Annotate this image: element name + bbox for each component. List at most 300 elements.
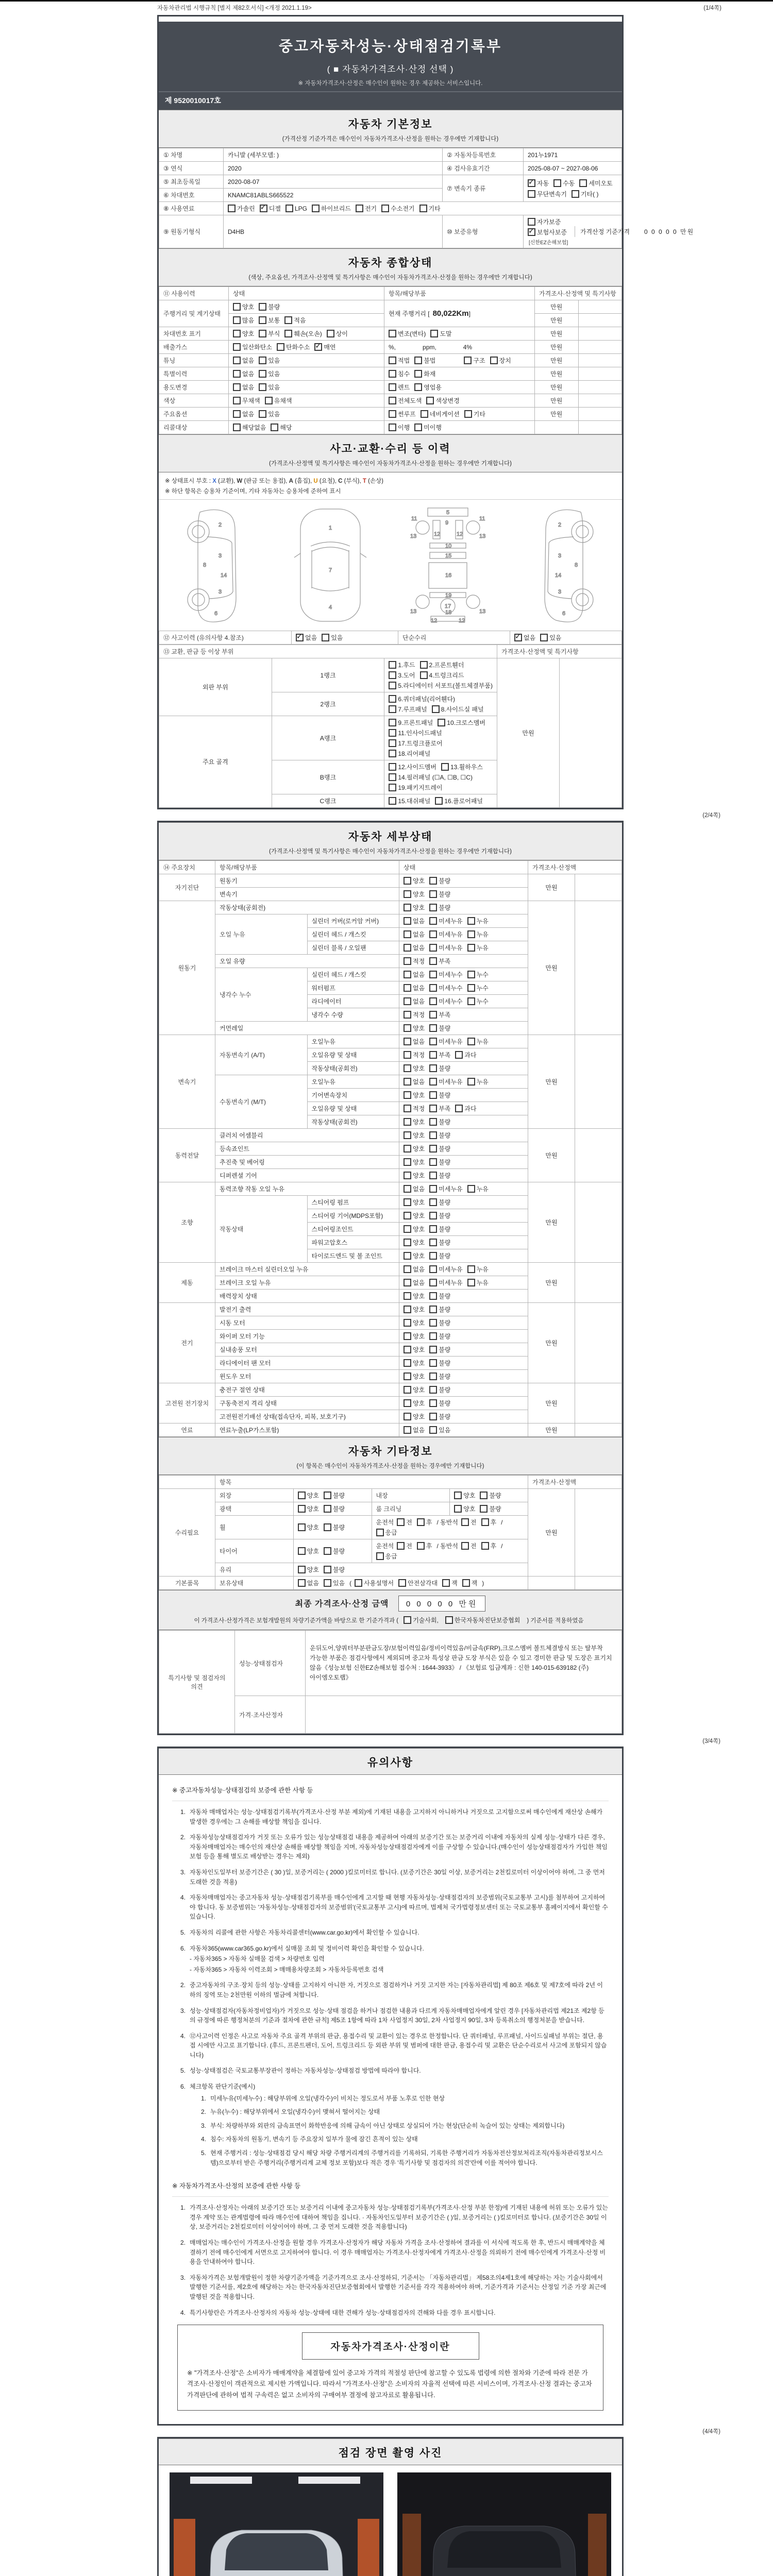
checkbox-box xyxy=(441,763,449,771)
overall-row xyxy=(159,408,622,421)
label-simple-repair: 단순수리 xyxy=(398,631,510,645)
checkbox-unchecked xyxy=(429,1412,450,1421)
checkbox-unchecked xyxy=(285,205,307,212)
notice-item-text: 자동차의 리콜에 관한 사항은 자동차리콜센터(www.car.go.kr)에서 확인할 수 있습니다. xyxy=(190,1928,419,1936)
checkbox-label: 8.사이드실 패널 xyxy=(441,706,484,713)
checkbox-box xyxy=(404,1359,411,1367)
sub-group: 작동상태 xyxy=(215,1196,308,1263)
checkbox-box xyxy=(420,671,428,679)
notice-sub-text: 침수: 자동차의 원동기, 변속기 등 주요장치 일부가 물에 잠긴 흔적이 있는 상태 xyxy=(210,2136,418,2143)
checkbox-box xyxy=(429,1239,437,1246)
notice-sub-text: 부식: 차량하부와 외판의 금속표면이 화학반응에 의해 금속이 아닌 상태로 상실되어 가는 현상(단순히 녹슬어 있는 상태는 제외합니다) xyxy=(210,2122,565,2129)
notice-sub-number: 5. xyxy=(200,2149,206,2157)
item-cell xyxy=(384,408,535,421)
checkbox-box xyxy=(233,316,241,324)
checkbox-unchecked xyxy=(429,903,450,912)
checkbox-unchecked xyxy=(389,728,442,737)
checkbox-label: 적정 xyxy=(413,1052,425,1059)
document-subtitle: ( ■ 자동차가격조사·산정 선택 ) xyxy=(327,64,454,74)
checkbox-unchecked xyxy=(404,1131,425,1140)
checkbox-box xyxy=(417,1542,425,1550)
accident-flag-table xyxy=(159,631,622,645)
detail-row xyxy=(159,1129,622,1142)
col-price: 가격조사·산정액 xyxy=(528,1476,622,1489)
options xyxy=(404,1238,524,1247)
price-cell xyxy=(528,1577,575,1590)
checkbox-label: 무단변속기 xyxy=(537,190,567,198)
remarks-cell xyxy=(575,1577,622,1590)
state-cell xyxy=(399,1062,528,1075)
svg-text:10: 10 xyxy=(445,543,452,549)
notice-sub-text: 누유(누수) : 해당부위에서 오일(냉각수)이 맺혀서 떨어지는 상태 xyxy=(210,2108,380,2116)
overall-row xyxy=(159,367,622,381)
col-blank xyxy=(159,1476,215,1489)
checkbox-unchecked xyxy=(404,1278,425,1287)
legend-mark: A xyxy=(289,478,293,484)
state-cell xyxy=(399,1236,528,1249)
detail-state-table xyxy=(159,860,622,1437)
notice-item-number: 5. xyxy=(180,1928,186,1936)
checkbox-label: 매연 xyxy=(324,344,336,351)
checkbox-unchecked xyxy=(381,204,414,213)
checkbox-label: 적정 xyxy=(413,1105,425,1112)
checkbox-unchecked xyxy=(429,1265,462,1274)
checkbox-unchecked xyxy=(467,1278,489,1287)
checkbox-box xyxy=(467,984,475,992)
text: / 동반석 xyxy=(436,1543,458,1550)
detail-row xyxy=(159,1263,622,1276)
rank-items xyxy=(384,794,497,808)
part-item: 디퍼렌셜 기어 xyxy=(215,1169,399,1182)
checkbox-label: 양호 xyxy=(307,1505,319,1513)
checkbox-unchecked xyxy=(464,410,485,418)
checkbox-box xyxy=(429,957,437,965)
checkbox-unchecked xyxy=(389,423,410,432)
options xyxy=(233,302,380,311)
checkbox-box xyxy=(389,423,396,431)
checkbox-unchecked xyxy=(404,943,425,952)
checkbox-label: 10.크로스멤버 xyxy=(447,719,485,726)
checkbox-box xyxy=(404,1158,411,1166)
checkbox-unchecked xyxy=(429,984,462,992)
checkbox-unchecked xyxy=(324,1565,345,1574)
checkbox-unchecked xyxy=(467,1077,489,1086)
checkbox-box xyxy=(528,218,535,226)
state-cell xyxy=(399,1048,528,1062)
remarks-row xyxy=(159,1631,622,1696)
checkbox-unchecked xyxy=(429,1238,450,1247)
checkbox-label: 가솔린 xyxy=(237,205,255,212)
checkbox-unchecked xyxy=(404,903,425,912)
part-item: 스티어링 기어(MDPS포함) xyxy=(307,1209,399,1223)
part-item: 오일유량 및 상태 xyxy=(307,1048,399,1062)
checkbox-label: 불량 xyxy=(332,1566,345,1573)
state-cell xyxy=(399,1169,528,1182)
options xyxy=(298,1491,367,1500)
checkbox-label: 불량 xyxy=(439,891,451,898)
options xyxy=(233,343,380,351)
notice-item-text: 매매업자는 매수인이 가격조사·산정을 원할 경우 가격조사·산정자가 해당 자동차 가격을 조사·산정하여 결과를 이 서식에 적도록 한 후, 반드시 매매계약을 체결하기 전에 매수인에게 서면으로 고지하여야 합니다. 이 경우 매매업자는 가격조사·산정자에게 가격조사·산정을 의뢰하기 전에 매수인에게 가격조사·산정 비용을 안내하여야 합니다. xyxy=(190,2239,606,2266)
checkbox-box xyxy=(389,739,396,747)
options xyxy=(389,369,530,378)
checkbox-unchecked xyxy=(259,302,280,311)
checkbox-box xyxy=(467,930,475,938)
notice-item-text: 체크항목 판단기준(예시) 1. 미세누유(미세누수) : 해당부위에 오일(냉각수)이 비치는 정도로서 부품 노후로 인한 현상 2. 누유(누수) : 해당부위에서 오일(냉각수)이 맺혀서 떨어지는 상태 3. 부식: 차량하부와 외판의 금속표면이 화학반응에 의해 금속이 아닌 상태로 상실되어 가는 현상(단순히 녹슬어 있는 상태는 제외합니다) 4. 침수: 자동차의 원동기, 변속기 등 주요장치 일부가 물에 잠긴 흔적이 있는 상태 5. 현재 주행거리 : 성능·상태점검 당시 해당 차량 주행거리계의 주행거리를 기록하되, 기록한 주행거리가 자동차전산정보처리조직(자동차관리정보시스템)으로부터 받은 주행거리(주행거리계 교체 정보 포함)보다 적은 경우 '특기사항 및 점검자의 의견'란에 이를 적어야 합니다. xyxy=(190,2082,609,2172)
checkbox-box xyxy=(462,1579,470,1587)
etc-options xyxy=(293,1502,372,1516)
checkbox-label: 미세누수 xyxy=(439,998,463,1005)
checkbox-box xyxy=(404,1198,411,1206)
checkbox-box xyxy=(397,1518,405,1526)
price-cell: 만원 xyxy=(497,658,560,808)
checkbox-unchecked xyxy=(420,671,464,680)
col-main-device: ⑭ 주요장치 xyxy=(159,861,215,874)
checkbox-unchecked xyxy=(233,410,254,418)
etc-group: 수리필요 xyxy=(159,1489,215,1577)
state-cell xyxy=(399,928,528,941)
notice-sub-item xyxy=(193,2134,609,2144)
checkbox-unchecked xyxy=(389,369,410,378)
checkbox-label: 일산화탄소 xyxy=(242,344,272,351)
checkbox-unchecked xyxy=(429,1198,450,1207)
checkbox-box xyxy=(414,357,422,364)
rank-group: 외판 부위 xyxy=(159,658,272,716)
checkbox-box xyxy=(233,303,241,311)
checkbox-label: 기타 xyxy=(473,411,485,418)
checkbox-label: 없음 xyxy=(413,1427,425,1434)
checkbox-unchecked xyxy=(490,356,511,365)
notice-list-a xyxy=(172,1801,609,1974)
section-etc-info xyxy=(159,1437,622,1475)
svg-text:1: 1 xyxy=(328,525,332,531)
col-item-part: 항목/해당부품 xyxy=(384,287,535,300)
checkbox-box xyxy=(445,1616,453,1624)
checkbox-box xyxy=(429,904,437,911)
checkbox-box xyxy=(540,634,548,641)
label-accident-history: ⑫ 사고이력 (유의사항 4.참조) xyxy=(159,631,292,645)
checkbox-box xyxy=(429,1372,437,1380)
checkbox-unchecked xyxy=(404,890,425,899)
checkbox-box xyxy=(528,228,535,236)
checkbox-unchecked xyxy=(259,316,280,325)
checkbox-unchecked xyxy=(429,1211,450,1220)
options xyxy=(404,1184,524,1193)
checkbox-unchecked xyxy=(298,1579,319,1587)
checkbox-label: 있음 xyxy=(268,370,280,378)
notice-header-1: ※ 중고자동차성능·상태점검의 보증에 관한 사항 등 xyxy=(172,1787,313,1794)
checkbox-label: 양호 xyxy=(307,1492,319,1499)
checkbox-box xyxy=(414,370,422,378)
options xyxy=(404,997,524,1006)
options xyxy=(404,1385,524,1394)
notice-sub-number: 3. xyxy=(200,2122,206,2129)
part-item: 실린더 헤드 / 개스킷 xyxy=(307,968,399,981)
checkbox-label: 누유 xyxy=(476,1279,489,1286)
checkbox-label: 누유 xyxy=(476,944,489,952)
checkbox-unchecked xyxy=(429,1372,450,1381)
checkbox-label: 양호 xyxy=(413,1132,425,1139)
value-inspection-period: 2025-08-07 ~ 2027-08-06 xyxy=(524,162,622,175)
part-item: 발전기 출력 xyxy=(215,1303,399,1316)
price-cell: 만원 xyxy=(535,408,579,421)
options xyxy=(389,796,493,805)
checkbox-box xyxy=(480,1505,488,1513)
checkbox-unchecked xyxy=(404,1345,425,1354)
notice-sub-item xyxy=(193,2121,609,2131)
price-cell: 만원 xyxy=(535,300,579,314)
checkbox-box xyxy=(404,1372,411,1380)
checkbox-box xyxy=(429,1212,437,1219)
checkbox-label: 침수 xyxy=(398,370,410,378)
checkbox-label: 양호 xyxy=(413,1413,425,1420)
rank-group: 주요 골격 xyxy=(159,716,272,808)
checkbox-unchecked xyxy=(233,329,254,338)
options xyxy=(404,890,524,899)
section-accident-history xyxy=(159,434,622,472)
checkbox-unchecked xyxy=(429,970,462,979)
document-subtitle-note: ※ 자동차가격조사·산정은 매수인이 원하는 경우 제공하는 서비스입니다. xyxy=(298,80,483,87)
options xyxy=(389,410,530,418)
checkbox-unchecked xyxy=(284,329,322,338)
checkbox-box xyxy=(233,343,241,351)
checkbox-box xyxy=(480,1492,488,1499)
section-detail-state xyxy=(159,822,622,860)
checkbox-box xyxy=(429,1426,437,1434)
notice-bullet: - 자동차365 > 자동차 실매물 검색 > 차량번호 입력 xyxy=(190,1955,325,1963)
checkbox-box xyxy=(259,330,266,337)
checkbox-label: 18.리어패널 xyxy=(398,750,431,757)
col-price-remarks: 가격조사·산정액 및 특기사항 xyxy=(497,645,622,658)
inspection-photo-rear xyxy=(397,2472,611,2576)
remarks-cell xyxy=(575,1182,622,1263)
checkbox-box xyxy=(259,370,266,378)
checkbox-unchecked xyxy=(389,773,473,782)
options xyxy=(404,943,524,952)
state-cell xyxy=(399,888,528,901)
checkbox-box xyxy=(389,682,396,689)
checkbox-unchecked xyxy=(414,383,442,392)
checkbox-box xyxy=(429,984,437,992)
checkbox-label: 17.트렁크플로어 xyxy=(398,740,443,747)
checkbox-label: 양호 xyxy=(413,1360,425,1367)
etc-free-options xyxy=(372,1516,528,1539)
sub-group: 냉각수 누수 xyxy=(215,968,308,1022)
part-item: 냉각수 수량 xyxy=(307,1008,399,1022)
checkbox-box xyxy=(467,1038,475,1045)
section-photos xyxy=(159,2438,622,2465)
overall-row xyxy=(159,327,622,341)
checkbox-unchecked xyxy=(233,343,272,351)
checkbox-label: 없음 xyxy=(413,1279,425,1286)
checkbox-label: 없음 xyxy=(242,384,255,391)
checkbox-unchecked xyxy=(429,1359,450,1367)
part-item: 실내송풍 모터 xyxy=(215,1343,399,1357)
checkbox-checked xyxy=(528,228,567,236)
section-title: 점검 장면 촬영 사진 xyxy=(338,2447,443,2459)
checkbox-unchecked xyxy=(389,762,436,771)
checkbox-box xyxy=(454,1505,462,1513)
checkbox-box xyxy=(324,1492,331,1499)
checkbox-label: 이행 xyxy=(398,424,410,431)
section-overall-state xyxy=(159,248,622,286)
options xyxy=(298,1579,524,1587)
checkbox-label: 미세누유 xyxy=(439,1038,463,1045)
checkbox-box xyxy=(271,423,278,431)
checkbox-label: 렌트 xyxy=(398,384,410,391)
text: ) xyxy=(482,1579,484,1587)
label-model-year: ③ 연식 xyxy=(159,162,224,175)
checkbox-unchecked xyxy=(467,917,489,925)
checkbox-unchecked xyxy=(389,749,430,758)
legend-mark: (판금 또는 용접), xyxy=(242,478,289,484)
remarks-cell xyxy=(575,1035,622,1129)
options xyxy=(404,1211,524,1220)
form-reference: 자동차관리법 시행규칙 [별지 제82호서식] <개정 2021.1.19> xyxy=(157,5,312,11)
notice-item xyxy=(172,2031,609,2060)
checkbox-unchecked xyxy=(389,396,422,405)
definition-box-text: ※ "가격조사·산정"은 소비자가 매매계약을 체결함에 있어 중고차 가격의 적절성 판단에 참고할 수 있도록 법령에 의한 절차와 기준에 따라 전문 가격조사·산정인이 객관적으로 제시한 가액입니다. 따라서 "가격조사·산정"은 소비자의 자율적 선택에 따른 서비스이며, 가격조사·산정 결과는 중고차 가격판단에 관하여 법적 구속력은 없고 소비자의 구매여부 결정에 참고자료로 활용됩니다. xyxy=(187,2369,592,2399)
item-cell xyxy=(384,341,535,354)
checkbox-unchecked xyxy=(389,681,493,690)
final-price-note xyxy=(162,1616,619,1624)
notice-item-text: 자동차365(www.car365.go.kr)에서 실매물 조회 및 정비이력 확인을 확인할 수 있습니다. - 자동차365 > 자동차 실매물 검색 > 차량번호 입력 - 자동차365 > 자동차 이력조회 > 매매용차량조회 > 자동차등록번호 검색 xyxy=(190,1944,609,1975)
options xyxy=(454,1504,524,1513)
checkbox-label: 적법 xyxy=(398,357,410,364)
checkbox-unchecked xyxy=(426,396,459,405)
checkbox-box xyxy=(284,330,292,337)
checkbox-box xyxy=(314,343,322,351)
part-item: 브레이크 마스터 실린더오일 누유 xyxy=(215,1263,399,1276)
legend-mark: C xyxy=(338,478,343,484)
notice-item-number: 6. xyxy=(180,1944,186,1952)
checkbox-label: 없음 xyxy=(242,370,255,378)
checkbox-box xyxy=(404,1239,411,1246)
checkbox-box xyxy=(429,1064,437,1072)
checkbox-label: 네비게이션 xyxy=(429,411,460,418)
value-model-year: 2020 xyxy=(224,162,443,175)
notice-sub-item xyxy=(193,2107,609,2117)
state-cell xyxy=(399,968,528,981)
checkbox-label: 누수 xyxy=(476,985,489,992)
checkbox-unchecked xyxy=(376,1552,397,1561)
device-group: 제동 xyxy=(159,1263,215,1303)
checkbox-unchecked xyxy=(389,783,442,792)
checkbox-box xyxy=(429,930,437,938)
overall-row xyxy=(159,381,622,394)
checkbox-box xyxy=(404,877,411,885)
state-cell xyxy=(399,874,528,888)
checkbox-label: 기술사회, xyxy=(413,1617,439,1624)
device-group: 원동기 xyxy=(159,901,215,1035)
checkbox-label: 없음 xyxy=(413,1038,425,1045)
checkbox-label: 미세누유 xyxy=(439,1185,463,1193)
state-cell xyxy=(399,1209,528,1223)
notice-list-b xyxy=(172,1980,609,2172)
document-title: 중고자동차성능·상태점검기록부 xyxy=(279,38,502,54)
checkbox-label: 후 xyxy=(490,1519,497,1526)
checkbox-unchecked xyxy=(404,1171,425,1180)
label-inspection-period: ④ 검사유효기간 xyxy=(443,162,524,175)
item-cell xyxy=(384,381,535,394)
checkbox-unchecked xyxy=(389,410,416,418)
price-cell: 만원 xyxy=(528,1423,575,1437)
page-mark-1: (1/4쪽) xyxy=(703,5,721,11)
price-cell: 만원 xyxy=(535,354,579,367)
notice-item-text: 자동차인도일부터 보증기간은 ( 30 )일, 보증거리는 ( 2000 )킬로미터로 합니다. (보증기간은 30일 이상, 보증거리는 2천킬로미터 이상이어야 하며, 그 중 먼저 도래한 것을 적용) xyxy=(190,1868,605,1886)
svg-text:14: 14 xyxy=(555,572,562,579)
notice-item xyxy=(172,1807,609,1826)
state-cell xyxy=(229,381,384,394)
checkbox-unchecked xyxy=(389,356,410,365)
checkbox-box xyxy=(389,729,396,737)
options xyxy=(404,984,524,992)
notice-list-c xyxy=(172,2196,609,2317)
checkbox-label: 후 xyxy=(426,1543,432,1550)
part-item: 작동상태(공회전) xyxy=(307,1062,399,1075)
options xyxy=(404,1091,524,1099)
checkbox-label: 13.휠하우스 xyxy=(450,764,483,771)
checkbox-label: 누유 xyxy=(476,1266,489,1273)
notice-item xyxy=(172,2203,609,2232)
svg-text:3: 3 xyxy=(218,553,222,559)
checkbox-label: 양호 xyxy=(413,1118,425,1126)
final-price-label: 최종 가격조사·산정 금액 xyxy=(295,1600,389,1608)
price-cell: 만원 xyxy=(528,1182,575,1263)
checkbox-unchecked xyxy=(429,1345,450,1354)
part-item: 오일유량 및 상태 xyxy=(307,1102,399,1115)
remarks-cell xyxy=(578,408,622,421)
checkbox-box xyxy=(389,357,396,364)
checkbox-box xyxy=(404,997,411,1005)
checkbox-unchecked xyxy=(429,890,450,899)
checkbox-box xyxy=(389,410,396,418)
checkbox-box xyxy=(429,1118,437,1126)
part-item: 시동 모터 xyxy=(215,1316,399,1330)
checkbox-box xyxy=(429,1011,437,1019)
svg-text:12: 12 xyxy=(459,618,465,624)
checkbox-unchecked xyxy=(404,1198,425,1207)
notice-item-number: 2. xyxy=(180,1834,186,1841)
notice-sub-number: 4. xyxy=(200,2136,206,2143)
checkbox-unchecked xyxy=(429,1332,450,1341)
section-basic-info xyxy=(159,110,622,148)
checkbox-box xyxy=(429,1145,437,1153)
svg-text:13: 13 xyxy=(410,533,417,539)
checkbox-unchecked xyxy=(467,1265,489,1274)
checkbox-box xyxy=(404,971,411,978)
state-cell xyxy=(229,341,384,354)
checkbox-label: 2.프론트휀더 xyxy=(429,662,464,669)
checkbox-unchecked xyxy=(429,943,462,952)
checkbox-box xyxy=(324,1547,331,1555)
checkbox-box xyxy=(259,357,266,364)
checkbox-label: 없음 xyxy=(413,985,425,992)
text: / xyxy=(501,1542,503,1550)
form-page-4 xyxy=(157,2437,624,2576)
checkbox-box xyxy=(467,1185,475,1193)
checkbox-unchecked xyxy=(429,1225,450,1233)
notice-item xyxy=(172,2066,609,2076)
checkbox-unchecked xyxy=(419,204,441,213)
value-first-reg: 2020-08-07 xyxy=(224,175,443,189)
etc-row xyxy=(159,1489,622,1502)
checkbox-label: 양호 xyxy=(413,1346,425,1353)
checkbox-label: 없음 xyxy=(413,944,425,952)
car-side-right-view xyxy=(524,505,601,624)
notice-item-number: 4. xyxy=(180,2309,186,2316)
notice-item-text: ⑫사고이력 인정은 사고로 자동차 주요 골격 부위의 판금, 용접수리 및 교환이 있는 경우로 한정합니다. 단 쿼터패널, 루프패널, 사이드실패널 부위는 절단, 용접 시에만 사고로 표기합니다. (후드, 프론트펜더, 도어, 트렁크리드 등 외판 부위 및 범퍼에 대한 판금, 용접수리 및 교환은 단순수리로서 사고에 포함되지 않습니다) xyxy=(190,2032,607,2059)
options xyxy=(233,329,380,338)
